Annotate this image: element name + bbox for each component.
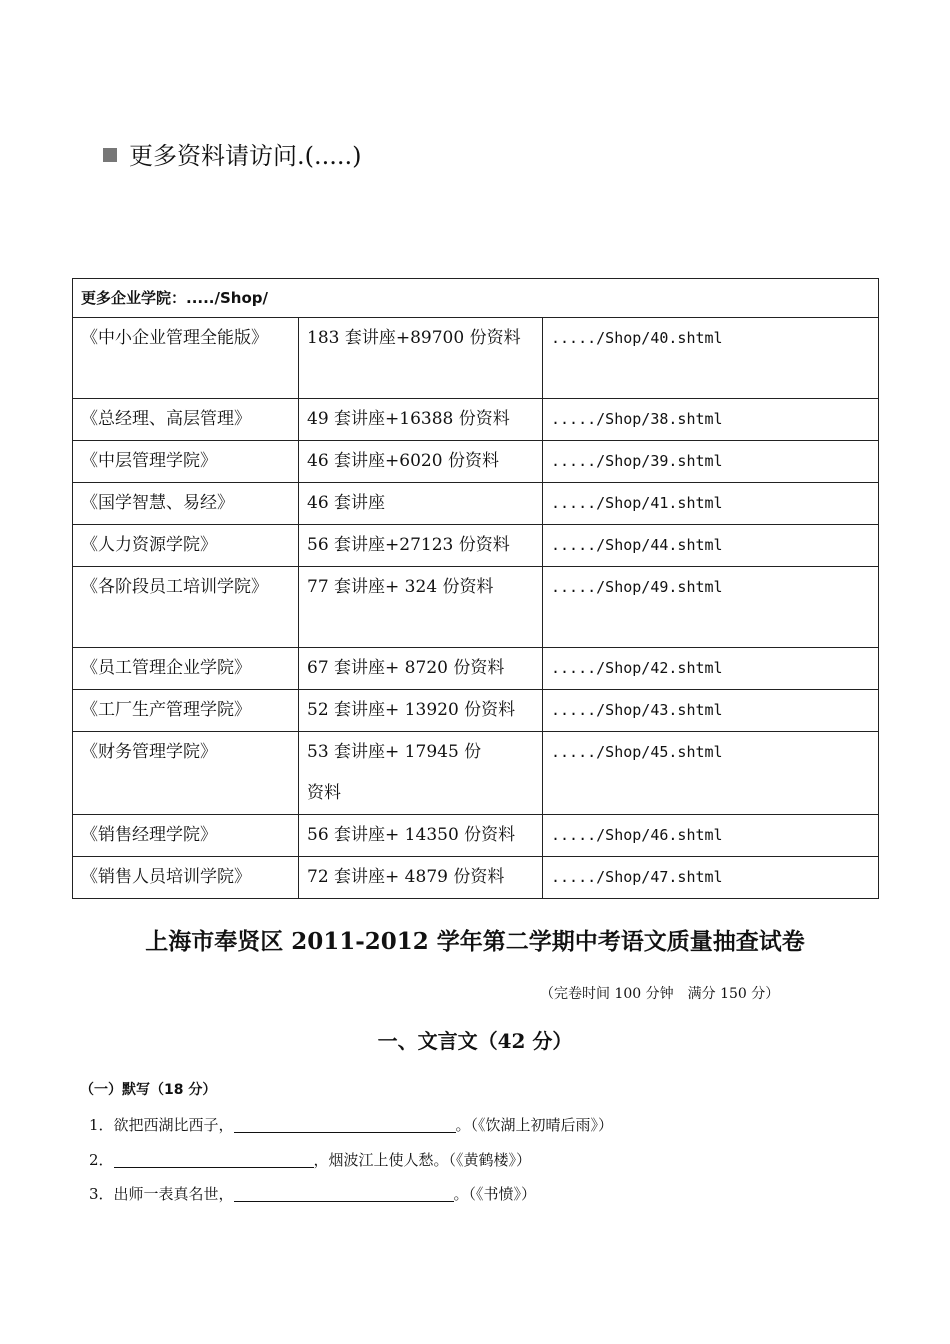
- course-link[interactable]: ...../Shop/49.shtml: [543, 567, 879, 648]
- exam-time-note: （完卷时间 100 分钟 满分 150 分）: [540, 986, 780, 1002]
- course-name: 《国学智慧、易经》: [73, 483, 299, 525]
- square-bullet-icon: [103, 148, 117, 162]
- promo-text: 更多资料请访问.(.....): [129, 142, 362, 170]
- course-link[interactable]: ...../Shop/45.shtml: [543, 732, 879, 815]
- answer-blank[interactable]: [114, 1151, 314, 1168]
- course-content: 56 套讲座+ 14350 份资料: [299, 815, 543, 857]
- question-prefix: 2．: [89, 1151, 114, 1169]
- course-content: 77 套讲座+ 324 份资料: [299, 567, 543, 648]
- table-row: [73, 815, 879, 857]
- course-link[interactable]: ...../Shop/47.shtml: [543, 857, 879, 899]
- course-name: 《人力资源学院》: [73, 525, 299, 567]
- course-link[interactable]: ...../Shop/44.shtml: [543, 525, 879, 567]
- course-name: 《各阶段员工培训学院》: [73, 567, 299, 648]
- course-name: 《员工管理企业学院》: [73, 648, 299, 690]
- question-prefix: 3．出师一表真名世，: [89, 1185, 234, 1203]
- course-name: 《销售人员培训学院》: [73, 857, 299, 899]
- table-row: [73, 567, 879, 648]
- course-link[interactable]: ...../Shop/43.shtml: [543, 690, 879, 732]
- table-row: [73, 441, 879, 483]
- course-link[interactable]: ...../Shop/46.shtml: [543, 815, 879, 857]
- course-name: 《总经理、高层管理》: [73, 399, 299, 441]
- course-link[interactable]: ...../Shop/38.shtml: [543, 399, 879, 441]
- table-header-cell: 更多企业学院：...../Shop/: [73, 279, 879, 318]
- course-content: 49 套讲座+16388 份资料: [299, 399, 543, 441]
- question-3: [89, 1183, 536, 1205]
- section-title: 一、文言文（42 分）: [377, 1029, 573, 1053]
- table-row: [73, 318, 879, 399]
- course-content: 67 套讲座+ 8720 份资料: [299, 648, 543, 690]
- course-content: 46 套讲座: [299, 483, 543, 525]
- table-row: [73, 732, 879, 815]
- course-content: 46 套讲座+6020 份资料: [299, 441, 543, 483]
- table-row: [73, 525, 879, 567]
- course-name: 《销售经理学院》: [73, 815, 299, 857]
- academy-table: [72, 278, 879, 899]
- course-name: 《中小企业管理全能版》: [73, 318, 299, 399]
- question-suffix: 。（《书愤》）: [453, 1185, 537, 1203]
- question-1: [89, 1114, 613, 1136]
- subsection-title: （一）默写（18 分）: [80, 1082, 217, 1098]
- exam-title: 上海市奉贤区 2011-2012 学年第二学期中考语文质量抽查试卷: [145, 928, 805, 955]
- answer-blank[interactable]: [234, 1116, 456, 1133]
- course-name: 《工厂生产管理学院》: [73, 690, 299, 732]
- course-link[interactable]: ...../Shop/40.shtml: [543, 318, 879, 399]
- question-suffix: 。（《饮湖上初晴后雨》）: [455, 1116, 614, 1134]
- table-header-row: [73, 279, 879, 318]
- question-2: [89, 1149, 531, 1171]
- course-link[interactable]: ...../Shop/39.shtml: [543, 441, 879, 483]
- course-content: 183 套讲座+89700 份资料: [299, 318, 543, 399]
- course-content: 72 套讲座+ 4879 份资料: [299, 857, 543, 899]
- question-suffix: ，烟波江上使人愁。（《黄鹤楼》）: [313, 1151, 532, 1169]
- question-prefix: 1．欲把西湖比西子，: [89, 1116, 234, 1134]
- course-name: 《财务管理学院》: [73, 732, 299, 815]
- course-content: 52 套讲座+ 13920 份资料: [299, 690, 543, 732]
- course-link[interactable]: ...../Shop/41.shtml: [543, 483, 879, 525]
- course-name: 《中层管理学院》: [73, 441, 299, 483]
- promo-line: [103, 140, 362, 172]
- table-row: [73, 399, 879, 441]
- table-row: [73, 483, 879, 525]
- course-content: 53 套讲座+ 17945 份资料: [299, 732, 543, 815]
- table-row: [73, 857, 879, 899]
- course-content: 56 套讲座+27123 份资料: [299, 525, 543, 567]
- course-link[interactable]: ...../Shop/42.shtml: [543, 648, 879, 690]
- table-row: [73, 648, 879, 690]
- answer-blank[interactable]: [234, 1185, 454, 1202]
- table-row: [73, 690, 879, 732]
